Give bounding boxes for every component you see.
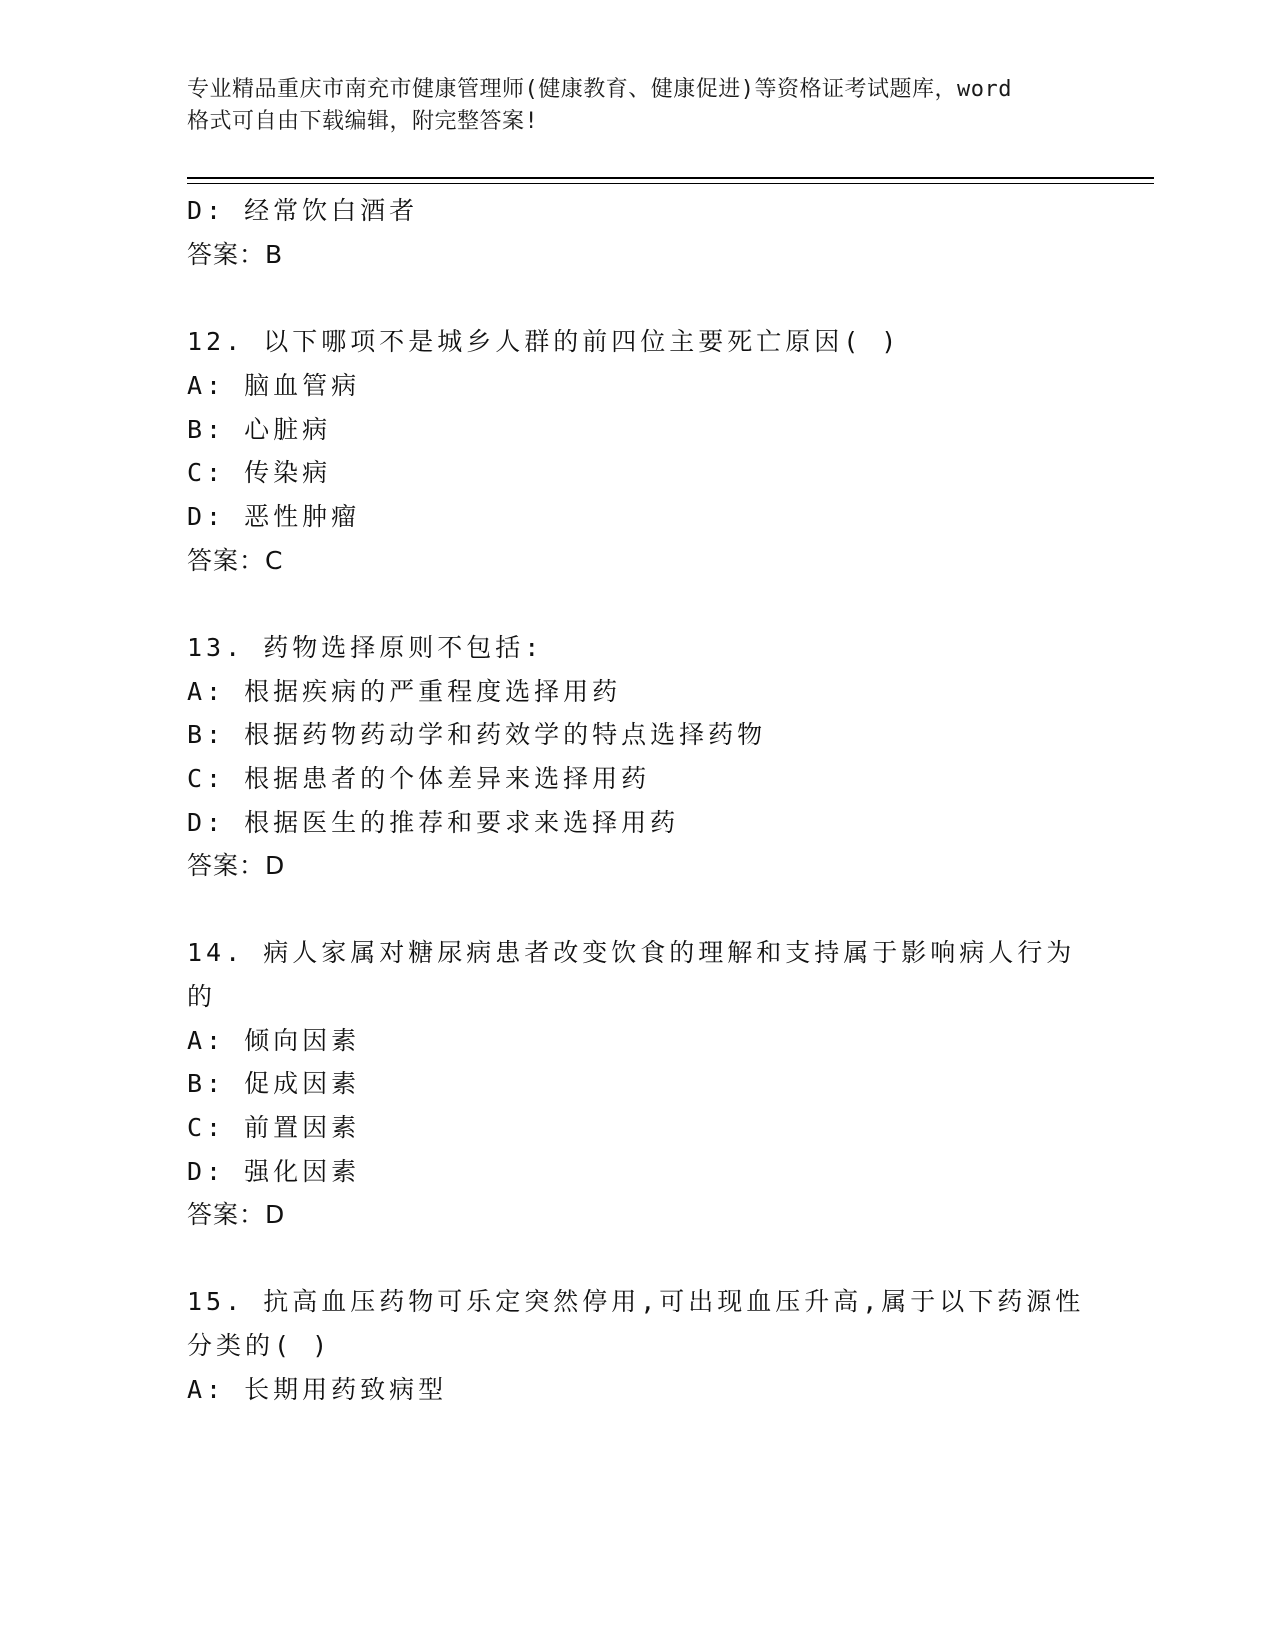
prev-answer: 答案：B xyxy=(187,240,284,269)
q13-answer: 答案：D xyxy=(187,851,286,880)
q15-stem-line-2: 分类的( ) xyxy=(187,1331,332,1360)
q14-option-d: D: 强化因素 xyxy=(187,1157,361,1186)
prev-option-d: D: 经常饮白酒者 xyxy=(187,196,419,225)
header-divider-thin xyxy=(187,183,1154,184)
q14-option-b: B: 促成因素 xyxy=(187,1069,361,1098)
header-line-1: 专业精品重庆市南充市健康管理师(健康教育、健康促进)等资格证考试题库，word xyxy=(187,77,1012,102)
q13-option-a: A: 根据疾病的严重程度选择用药 xyxy=(187,677,622,706)
q13-option-d: D: 根据医生的推荐和要求来选择用药 xyxy=(187,808,680,837)
q12-option-b: B: 心脏病 xyxy=(187,415,332,444)
q12-answer: 答案：C xyxy=(187,546,284,575)
q12-option-d: D: 恶性肿瘤 xyxy=(187,502,361,531)
document-header xyxy=(187,74,1087,138)
q14-option-a: A: 倾向因素 xyxy=(187,1026,361,1055)
q15-option-a: A: 长期用药致病型 xyxy=(187,1375,448,1404)
q12-option-c: C: 传染病 xyxy=(187,458,332,487)
q14-answer: 答案：D xyxy=(187,1200,286,1229)
q13-option-b: B: 根据药物药动学和药效学的特点选择药物 xyxy=(187,720,767,749)
q13-option-c: C: 根据患者的个体差异来选择用药 xyxy=(187,764,651,793)
q12-option-a: A: 脑血管病 xyxy=(187,371,361,400)
header-line-2: 格式可自由下载编辑，附完整答案! xyxy=(187,109,539,134)
header-divider-thick xyxy=(187,177,1154,179)
q14-stem-line-2: 的 xyxy=(187,982,217,1011)
q14-stem-line-1: 14. 病人家属对糖尿病患者改变饮食的理解和支持属于影响病人行为 xyxy=(187,938,1076,967)
q14-option-c: C: 前置因素 xyxy=(187,1113,361,1142)
q15-stem-line-1: 15. 抗高血压药物可乐定突然停用,可出现血压升高,属于以下药源性 xyxy=(187,1287,1085,1316)
q13-stem: 13. 药物选择原则不包括: xyxy=(187,633,544,662)
q12-stem: 12. 以下哪项不是城乡人群的前四位主要死亡原因( ) xyxy=(187,327,901,356)
